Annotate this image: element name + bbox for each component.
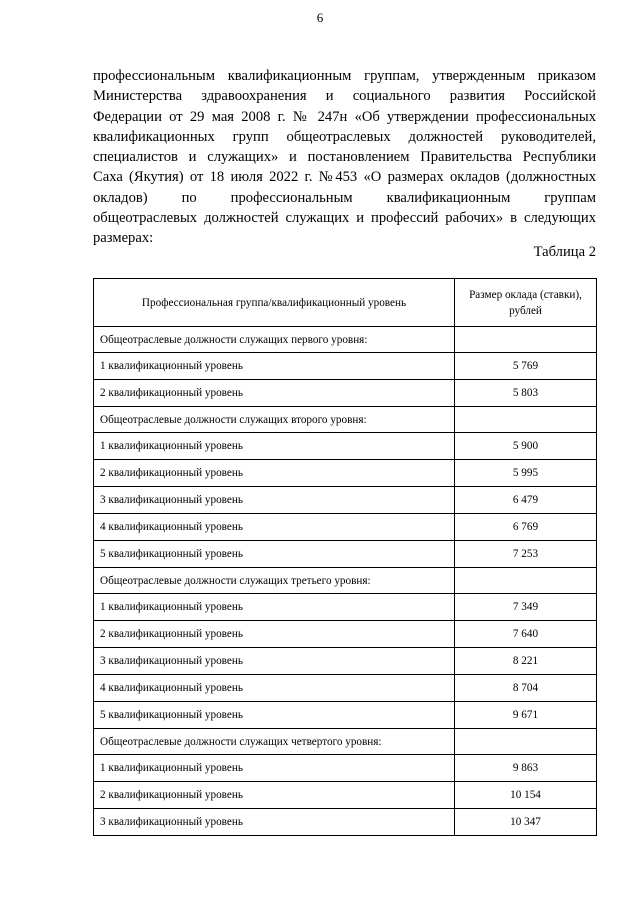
salary-cell: 7 253 (455, 541, 597, 568)
level-cell: 3 квалификационный уровень (94, 809, 455, 836)
salary-cell: 5 900 (455, 433, 597, 460)
level-cell: 1 квалификационный уровень (94, 353, 455, 380)
salary-cell: 5 769 (455, 353, 597, 380)
table-row (94, 702, 597, 729)
empty-cell (455, 327, 597, 353)
empty-cell (455, 729, 597, 755)
table-row (94, 433, 597, 460)
salary-cell: 6 479 (455, 487, 597, 514)
table-row (94, 541, 597, 568)
empty-cell (455, 407, 597, 433)
table-row (94, 353, 597, 380)
page-number: 6 (316, 10, 324, 25)
salary-cell: 9 671 (455, 702, 597, 729)
salary-cell: 7 640 (455, 621, 597, 648)
level-cell: 1 квалификационный уровень (94, 433, 455, 460)
empty-cell (455, 568, 597, 594)
paragraph-line: окладов) по профессиональным квалификационным группам (93, 189, 596, 206)
paragraph-line: профессиональным квалификационным группам, утвержденным приказом (93, 68, 596, 84)
salary-cell: 5 803 (455, 380, 597, 407)
salary-cell: 8 221 (455, 648, 597, 675)
salary-cell: 5 995 (455, 460, 597, 487)
table-row (94, 621, 597, 648)
table-caption: Таблица 2 (533, 244, 596, 260)
table-header-row (94, 279, 597, 327)
level-cell: 4 квалификационный уровень (94, 675, 455, 702)
header-qualification-level: Профессиональная группа/квалификационный уровень (94, 279, 455, 327)
table-row (94, 809, 597, 836)
table-row (94, 594, 597, 621)
paragraph-line: квалификационных групп общеотраслевых должностей руководителей, (93, 128, 596, 145)
table-row (94, 514, 597, 541)
salary-cell: 6 769 (455, 514, 597, 541)
table-row (94, 675, 597, 702)
salary-cell: 7 349 (455, 594, 597, 621)
group-title: Общеотраслевые должности служащих второго уровня: (94, 407, 455, 433)
table-row (94, 460, 597, 487)
level-cell: 1 квалификационный уровень (94, 594, 455, 621)
table-row (94, 380, 597, 407)
level-cell: 5 квалификационный уровень (94, 702, 455, 729)
group-row (94, 407, 597, 433)
salary-table (93, 278, 597, 836)
table-row (94, 782, 597, 809)
paragraph-line: Саха (Якутия) от 18 июля 2022 г. №453 «О размерах окладов (должностных (93, 169, 596, 186)
level-cell: 2 квалификационный уровень (94, 621, 455, 648)
group-title: Общеотраслевые должности служащих третьего уровня: (94, 568, 455, 594)
table-row (94, 487, 597, 514)
group-title: Общеотраслевые должности служащих четвертого уровня: (94, 729, 455, 755)
level-cell: 2 квалификационный уровень (94, 460, 455, 487)
header-salary: Размер оклада (ставки), рублей (455, 279, 597, 327)
salary-cell: 9 863 (455, 755, 597, 782)
group-title: Общеотраслевые должности служащих первого уровня: (94, 327, 455, 353)
paragraph-line: Федерации от 29 мая 2008 г. № 247н «Об утверждении профессиональных (93, 108, 596, 125)
paragraph-line: общеотраслевых должностей служащих и профессий рабочих» в следующих (93, 210, 596, 227)
paragraph-line: размерах: (93, 230, 154, 247)
paragraph-line: специалистов и служащих» и постановлением Правительства Республики (93, 149, 596, 166)
group-row (94, 568, 597, 594)
level-cell: 4 квалификационный уровень (94, 514, 455, 541)
salary-cell: 8 704 (455, 675, 597, 702)
group-row (94, 729, 597, 755)
table-row (94, 755, 597, 782)
salary-cell: 10 347 (455, 809, 597, 836)
salary-cell: 10 154 (455, 782, 597, 809)
body-paragraph (93, 66, 596, 249)
group-row (94, 327, 597, 353)
level-cell: 2 квалификационный уровень (94, 380, 455, 407)
level-cell: 1 квалификационный уровень (94, 755, 455, 782)
level-cell: 2 квалификационный уровень (94, 782, 455, 809)
level-cell: 3 квалификационный уровень (94, 487, 455, 514)
table-row (94, 648, 597, 675)
level-cell: 5 квалификационный уровень (94, 541, 455, 568)
paragraph-line: Министерства здравоохранения и социального развития Российской (93, 88, 596, 105)
level-cell: 3 квалификационный уровень (94, 648, 455, 675)
